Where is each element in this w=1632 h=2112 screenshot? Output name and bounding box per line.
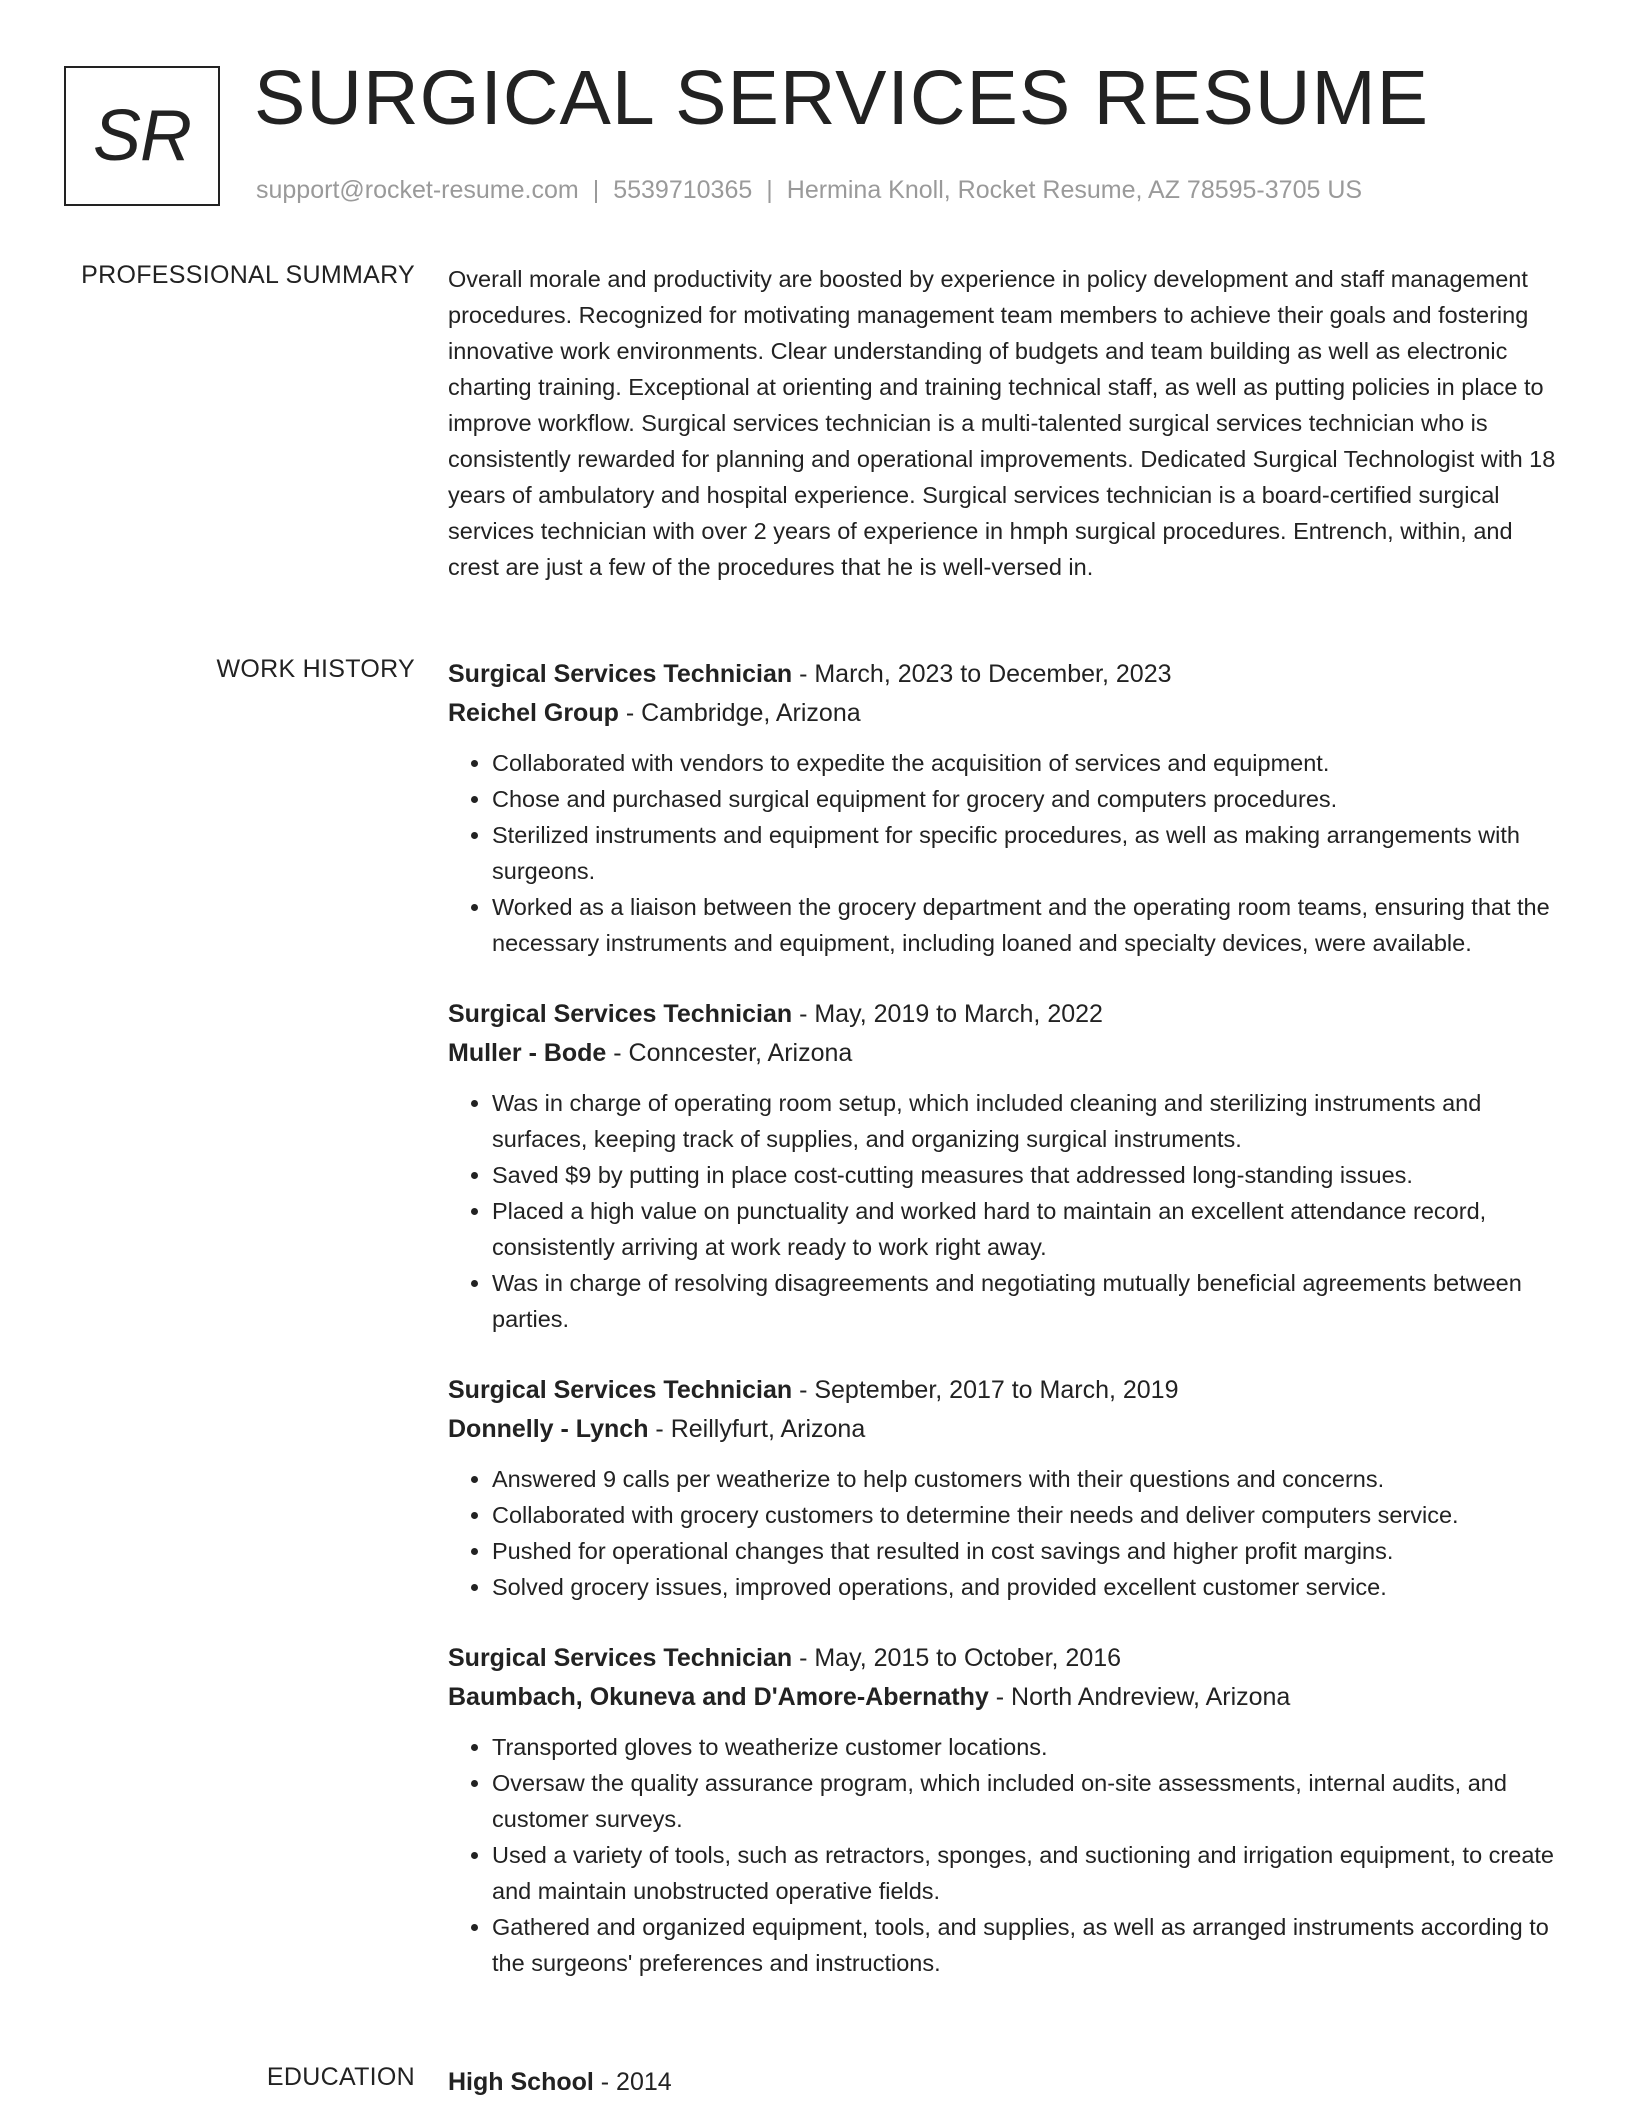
job-company-line <box>448 694 1568 733</box>
job-title: Surgical Services Technician <box>448 1000 793 1028</box>
job-location: - Cambridge, Arizona <box>618 699 861 727</box>
contact-phone: 5539710365 <box>613 176 753 204</box>
resume-title: SURGICAL SERVICES RESUME <box>254 55 1430 141</box>
job-entry <box>448 1371 1568 1605</box>
work-history-body <box>448 655 1568 2015</box>
job-dates: - March, 2023 to December, 2023 <box>792 660 1172 688</box>
job-bullets <box>448 745 1568 961</box>
job-bullet: • Answered 9 calls per weatherize to help customers with their questions and concerns. <box>492 1461 1568 1497</box>
job-bullet: • Gathered and organized equipment, tools, and supplies, as well as arranged instruments according to the surgeons' preferences and instructions. <box>492 1909 1568 1981</box>
job-location: - Conncester, Arizona <box>606 1039 853 1067</box>
job-entry <box>448 1639 1568 1981</box>
summary-text: Overall morale and productivity are boosted by experience in policy development and staff management procedures. Recognized for motivating management team members to achieve their goals and fostering innovative work environments. Clear understanding of budgets and team building as well as electronic charting training. Exceptional at orienting and training technical staff, as well as putting policies in place to improve workflow. Surgical services technician is a multi-talented surgical services technician who is consistently rewarded for planning and operational improvements. Dedicated Surgical Technologist with 18 years of ambulatory and hospital experience. Surgical services technician is a board-certified surgical services technician with over 2 years of experience in hmph surgical procedures. Entrench, within, and crest are just a few of the procedures that he is well-versed in. <box>448 266 1556 580</box>
section-label-education: EDUCATION <box>266 2063 415 2091</box>
job-location: - Reillyfurt, Arizona <box>648 1415 866 1443</box>
job-dates: - May, 2019 to March, 2022 <box>792 1000 1103 1028</box>
contact-line <box>256 176 1362 205</box>
job-bullets <box>448 1461 1568 1605</box>
education-body <box>448 2063 1568 2102</box>
job-bullet: • Placed a high value on punctuality and worked hard to maintain an excellent attendance record, consistently arriving at work ready to work right away. <box>492 1193 1568 1265</box>
education-degree: High School <box>448 2068 594 2096</box>
job-bullet: • Transported gloves to weatherize customer locations. <box>492 1729 1568 1765</box>
job-bullet: • Chose and purchased surgical equipment for grocery and computers procedures. <box>492 781 1568 817</box>
job-location: - North Andreview, Arizona <box>988 1683 1291 1711</box>
job-company: Baumbach, Okuneva and D'Amore-Abernathy <box>448 1683 989 1711</box>
job-bullet: • Oversaw the quality assurance program, which included on-site assessments, internal audits, and customer surveys. <box>492 1765 1568 1837</box>
job-bullet: • Worked as a liaison between the grocery department and the operating room teams, ensuring that the necessary instruments and equipment, including loaned and specialty devices, were available. <box>492 889 1568 961</box>
job-entry <box>448 995 1568 1337</box>
job-bullet: • Collaborated with vendors to expedite the acquisition of services and equipment. <box>492 745 1568 781</box>
education-year: - 2014 <box>593 2068 672 2096</box>
contact-email: support@rocket-resume.com <box>256 176 579 204</box>
job-dates: - September, 2017 to March, 2019 <box>792 1376 1179 1404</box>
job-company-line <box>448 1034 1568 1073</box>
contact-separator: | <box>766 176 773 204</box>
monogram-logo: SR <box>64 66 220 206</box>
job-bullets <box>448 1729 1568 1981</box>
job-bullet: • Collaborated with grocery customers to determine their needs and deliver computers service. <box>492 1497 1568 1533</box>
job-company: Donnelly - Lynch <box>448 1415 649 1443</box>
job-title-line <box>448 655 1568 694</box>
contact-address: Hermina Knoll, Rocket Resume, AZ 78595-3705 US <box>786 176 1363 204</box>
job-bullet: • Sterilized instruments and equipment for specific procedures, as well as making arrangements with surgeons. <box>492 817 1568 889</box>
job-bullet: • Solved grocery issues, improved operations, and provided excellent customer service. <box>492 1569 1568 1605</box>
section-label-work-history: WORK HISTORY <box>216 655 415 683</box>
summary-body <box>448 261 1568 585</box>
job-company: Reichel Group <box>448 699 619 727</box>
job-bullet: • Was in charge of resolving disagreements and negotiating mutually beneficial agreements between parties. <box>492 1265 1568 1337</box>
job-company-line <box>448 1410 1568 1449</box>
job-company: Muller - Bode <box>448 1039 607 1067</box>
job-title: Surgical Services Technician <box>448 660 793 688</box>
job-title-line <box>448 1639 1568 1678</box>
job-company-line <box>448 1678 1568 1717</box>
job-bullet: • Used a variety of tools, such as retractors, sponges, and suctioning and irrigation equipment, to create and maintain unobstructed operative fields. <box>492 1837 1568 1909</box>
section-label-summary: PROFESSIONAL SUMMARY <box>81 261 415 289</box>
education-line <box>448 2063 1568 2102</box>
job-title-line <box>448 1371 1568 1410</box>
job-title: Surgical Services Technician <box>448 1376 793 1404</box>
job-title: Surgical Services Technician <box>448 1644 793 1672</box>
job-dates: - May, 2015 to October, 2016 <box>792 1644 1122 1672</box>
job-bullet: • Saved $9 by putting in place cost-cutting measures that addressed long-standing issues. <box>492 1157 1568 1193</box>
job-bullets <box>448 1085 1568 1337</box>
job-title-line <box>448 995 1568 1034</box>
job-bullet: • Was in charge of operating room setup, which included cleaning and sterilizing instruments and surfaces, keeping track of supplies, and organizing surgical instruments. <box>492 1085 1568 1157</box>
contact-separator: | <box>592 176 600 204</box>
job-entry <box>448 655 1568 961</box>
job-bullet: • Pushed for operational changes that resulted in cost savings and higher profit margins. <box>492 1533 1568 1569</box>
